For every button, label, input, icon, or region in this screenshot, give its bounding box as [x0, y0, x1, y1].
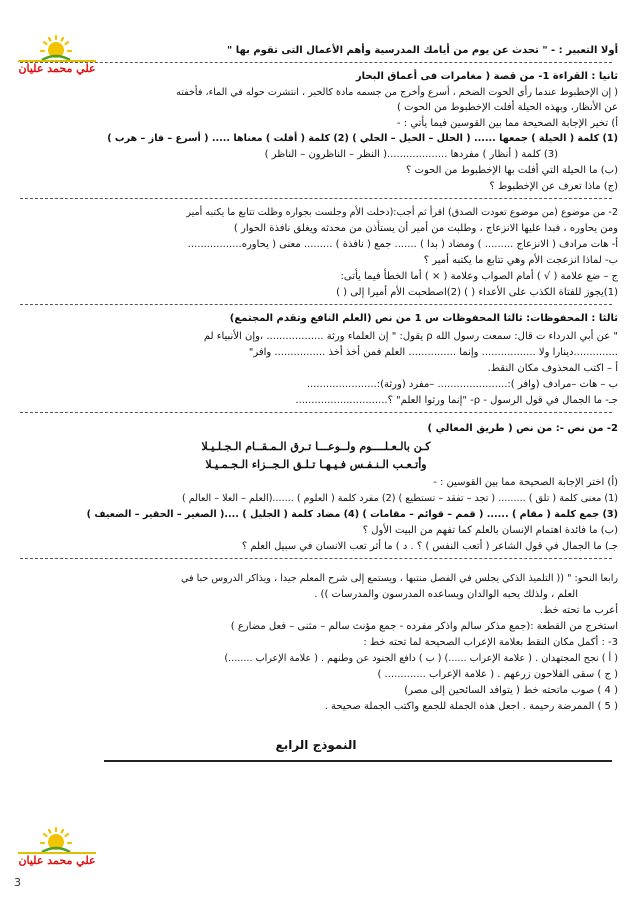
q5-passage-line: العلم ، ولذلك يحبه الوالدان ويساعده المدرسون والمدرسات )) . [314, 589, 578, 600]
q3-question: ب – هات –مرادف (وافر ):...................... –مفرد (ورثة):...................... [306, 379, 618, 390]
q5-question: ( ج ) سقى الفلاحون زرعهم . ( علامة الإعراب ............. ) [377, 669, 618, 680]
q4-choose-title: (أ) اختر الإجابة الصحيحة مما بين القوسين : - [433, 477, 618, 488]
q2b-passage-line: ومن يحاوره ، فبدا عليها الانزعاج ، وطلبت من أمير أن يستأذن من محدثه ويغلق نافذة الحوار ) [233, 223, 618, 234]
separator [20, 304, 612, 305]
q2b-question: ب- لماذا انزعجت الأم وهي تتابع ما يكتبه أمير ؟ [423, 255, 618, 266]
q4-title: 2- من نص -: من نص ( طريق المعالي ) [427, 423, 618, 434]
q3-question: أ – اكتب المحذوف مكان النقط. [487, 363, 618, 374]
q2-choice-line: (1) كلمة ( الحيلة ) جمعها ...... ( الحلل – الحيل – الحلي ) (2) كلمة ( أفلت ) معناها ..... ( أسرع – فاز – هرب ) [107, 133, 618, 144]
q2-choice-line: (3) كلمة ( أنظار ) مفردها ...................( النظر – الناظرون – الناظر ) [264, 149, 558, 160]
separator [20, 412, 612, 413]
q2-question: (ب) ما الحيلة التي أفلت بها الإخطبوط من الحوت ؟ [406, 165, 618, 176]
q2-passage-line: ( إن الإخطبوط عندما رأي الحوت الضخم ، أسرع وأخرج من جسمه مادة كالحبر ، انتشرت حوله في الماء، فأخفته [176, 87, 618, 98]
logo-bottom [14, 824, 100, 882]
q2-question: (ج) ماذا تعرف عن الإخطبوط ؟ [489, 181, 618, 192]
exam-page [14, 18, 624, 893]
logo-name: علي محمد عليان [18, 854, 96, 867]
q5-passage-line: رابعا النحو: " (( التلميذ الذكي يجلس في الفصل منتبها ، ويستمع إلى شرح المعلم جيدا ، ويذاكر الدروس حبا في [180, 573, 618, 584]
q5-question: ( 5 ) الممرضة رحيمة . اجعل هذه الجملة للجمع واكتب الجملة صحيحة . [324, 701, 618, 712]
q4-question: جـ) ما الجمال في قول الشاعر ( أتعب النفس ) ؟ . د ) ما أثر تعب الانسان في سبيل العلم ؟ [241, 541, 618, 552]
page-number: 3 [14, 876, 21, 889]
q4-verse: كـن بالـعـلــــوم ولــوعـــا تـرق الـمـقــام الـجـلـيـلا [201, 440, 431, 453]
q2b-question: ج – ضع علامة ( √ ) أمام الصواب وعلامة ( × ) أما الخطأ فيما يأتى: [340, 271, 618, 282]
q3-hadith-line: " عن أبي الدرداء ت قال: سمعت رسول الله ρ يقول: " إن العلماء ورثة .................. ،وإن الأنبياء لم [203, 331, 618, 342]
q4-question: (ب) ما فائدة اهتمام الإنسان بالعلم كما تفهم من البيت الأول ؟ [362, 525, 618, 536]
q5-question: 3- : أكمل مكان النقط بعلامة الإعراب الصحيحة لما تحته خط : [363, 637, 618, 648]
q5-question: ( أ ) نجح المجتهدان . ( علامة الإعراب ......) ( ب ) دافع الجنود عن وطنهم . ( علامة الإعراب ........) [224, 653, 618, 664]
q4-verse: وأتـعـب الـنـفـس فـيـهـا تـلـق الـجــزاء الـجـمـيـلا [205, 458, 427, 471]
q2-passage-line: عن الأنظار، وبهذه الحيلة أفلت الإخطبوط من الحوت ) [397, 102, 618, 113]
q3-hadith-line: ..............دينارا ولا ................. وإنما ............... العلم فمن أخذ أخذ ................ وافر" [248, 347, 618, 358]
q3-title: ثالثا : المحفوظات: ثالثا المحفوظات س 1 من نص (العلم النافع وتقدم المجتمع) [229, 313, 618, 324]
q2b-passage-line: 2- من موضوع (من موضوع تعودت الصدق) اقرأ ثم أجب:(دخلت الأم وجلست بجواره وظلت تتابع ما يكتبه أمير [186, 207, 618, 218]
separator [20, 198, 612, 199]
logo-top [14, 32, 100, 90]
q3-question: جـ- ما الجمال في قول الرسول - ρ- "إنما ورثوا العلم" ؟............................. [295, 395, 618, 406]
logo-name: علي محمد عليان [18, 62, 96, 75]
q4-choice-line: (1) معنى كلمة ( تلق ) ......... ( تجد – تفقد – تستطيع ) (2) مفرد كلمة ( العلوم ) .......(العلم – العلا – العالم ) [181, 493, 618, 504]
q4-choice-line: (3) جمع كلمة ( مقام ) ...... ( قمم – قوائم – مقامات ) (4) مضاد كلمة ( الجليل ) ....( الصغير – الحقير – الضعيف ) [86, 509, 618, 520]
q2-choose-title: أ) تخير الإجابة الصحيحة مما بين القوسين فيما يأتي : - [396, 118, 618, 129]
q5-question: أعرب ما تحته خط. [539, 605, 618, 616]
q5-question: استخرج من القطعة :(جمع مذكر سالم واذكر مفرده - جمع مؤنث سالم – مثنى – فعل مضارع ) [230, 621, 618, 632]
q2b-question: (1)يجوز للفتاة الكذب على الأعداء ( ) (2)اصطحبت الأم أميرا إلى ( ) [336, 287, 618, 298]
footer-rule [104, 760, 612, 762]
q2b-question: أ- هات مرادف ( الانزعاج ......... ) ومضاد ( بدا ) ....... جمع ( نافذة ) ......... معنى ( يحاوره................. [187, 239, 618, 250]
model-title: النموذج الرابع [275, 738, 357, 752]
q5-question: ( 4 ) صوب ماتحته خط ( يتوافد السائحين إلى مصر) [404, 685, 618, 696]
separator [20, 62, 612, 63]
q2-title: ثانيا : القراءة 1- من قصة ( مغامرات فى أعماق البحار [355, 71, 618, 82]
q1-essay-line: أولا التعبير : - " تحدث عن يوم من أيامك المدرسية وأهم الأعمال التى تقوم بها " [227, 45, 618, 56]
separator [20, 558, 612, 559]
